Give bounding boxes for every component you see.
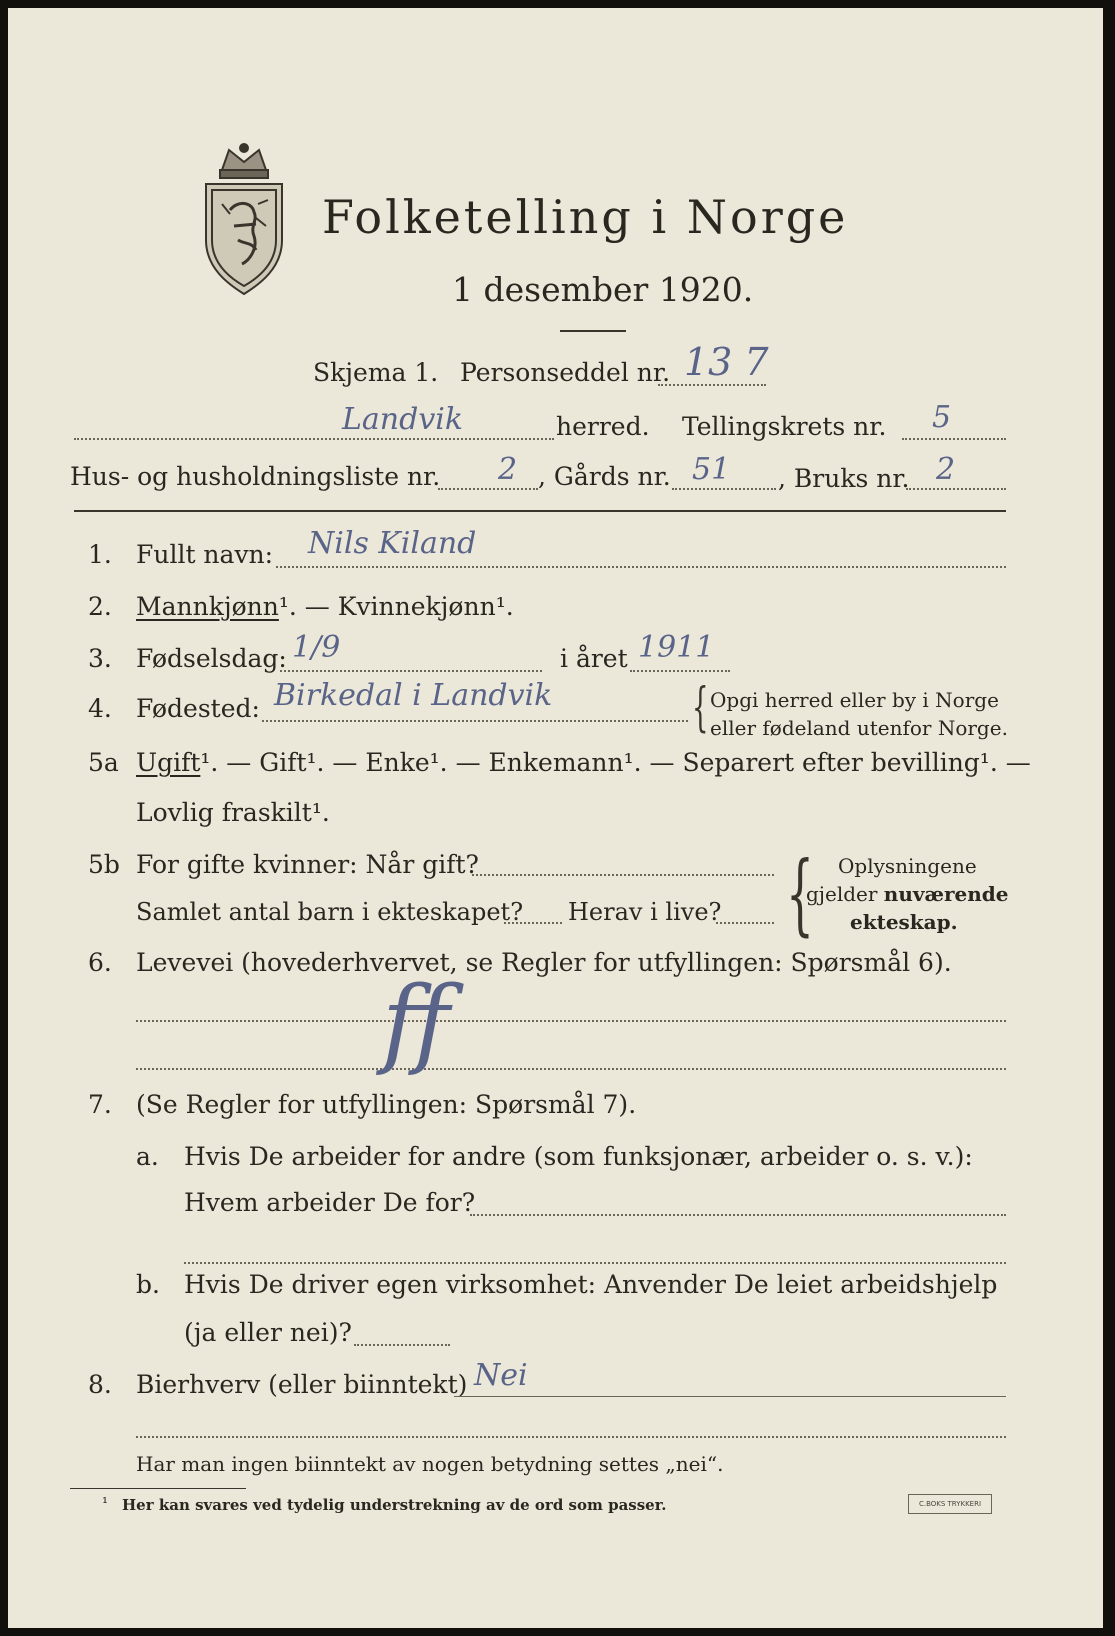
q5b-note-gjelder: gjelder (806, 882, 884, 906)
q5b-brace: { (786, 842, 814, 945)
gards-line (672, 488, 776, 490)
bruks-label: , Bruks nr. (778, 464, 910, 493)
q7b-line2: (ja eller nei)? (184, 1318, 352, 1347)
hus-value: 2 (498, 452, 518, 487)
header-divider (74, 510, 1006, 512)
q2-female-option: Kvinnekjønn (337, 592, 496, 621)
q5b-alive-line (716, 922, 774, 924)
q1-number: 1. (88, 540, 112, 569)
q8-value: Nei (474, 1358, 528, 1393)
title-divider (560, 330, 626, 332)
bruks-line (906, 488, 1006, 490)
q6-value: ff (382, 966, 451, 1078)
extra-line (136, 1436, 1006, 1438)
q6-line1 (136, 1020, 1006, 1022)
tellingskrets-value: 5 (932, 400, 952, 435)
herred-label: herred. (556, 412, 650, 441)
footer-note: Har man ingen biinntekt av nogen betydning settes „nei“. (136, 1452, 724, 1476)
form-title: Folketelling i Norge (322, 190, 849, 244)
hus-label: Hus- og husholdningsliste nr. (70, 462, 441, 491)
q4-value: Birkedal i Landvik (274, 678, 553, 713)
q2-number: 2. (88, 592, 112, 621)
schema-label: Skjema 1. (313, 358, 439, 387)
q4-line (262, 720, 688, 722)
q7a-employer-line (470, 1214, 1006, 1216)
q4-brace: { (692, 678, 709, 738)
q1-value: Nils Kiland (308, 526, 477, 561)
q8-line (454, 1396, 1006, 1397)
q5b-note-line3: ekteskap. (850, 910, 958, 934)
census-form-page (8, 8, 1103, 1628)
q7a-letter: a. (136, 1142, 159, 1171)
q3-year-line (630, 670, 730, 672)
footer-rule (70, 1488, 246, 1489)
q5a-line2: Lovlig fraskilt¹. (136, 798, 330, 827)
form-date: 1 desember 1920. (452, 270, 754, 309)
q2-male-option: Mannkjønn (136, 592, 279, 621)
q3-number: 3. (88, 644, 112, 673)
q5b-note-line2 (806, 882, 1009, 906)
footnote-text: Her kan svares ved tydelig understrekning av de ord som passer. (122, 1496, 667, 1514)
q7-number: 7. (88, 1090, 112, 1119)
q3-year-label: i året (560, 644, 628, 673)
q5b-alive-label: Herav i live? (568, 898, 722, 926)
q5b-children-line (504, 922, 562, 924)
hus-line (438, 488, 538, 490)
q4-label: Fødested: (136, 694, 260, 723)
q3-day-value: 1/9 (292, 630, 341, 665)
q8-label: Bierhverv (eller biinntekt) (136, 1370, 468, 1399)
q7a-line1: Hvis De arbeider for andre (som funksjonær, arbeider o. s. v.): (184, 1142, 973, 1171)
q5a-options (136, 748, 1031, 777)
q7b-answer-line (354, 1344, 450, 1346)
tellingskrets-line (902, 438, 1006, 440)
q7a-line2: Hvem arbeider De for? (184, 1188, 476, 1217)
personseddel-label: Personseddel nr. (460, 358, 671, 387)
personseddel-line (658, 384, 766, 386)
gards-value: 51 (692, 452, 731, 487)
q4-note-line2: eller fødeland utenfor Norge. (710, 716, 1008, 740)
q8-number: 8. (88, 1370, 112, 1399)
q2-gender (136, 592, 514, 621)
q2-end: ¹. (495, 592, 514, 621)
q3-year-value: 1911 (638, 630, 715, 665)
bruks-value: 2 (936, 452, 956, 487)
q7b-line1: Hvis De driver egen virksomhet: Anvender De leiet arbeidshjelp (184, 1270, 998, 1299)
q7a-extra-line (184, 1262, 1006, 1264)
q6-label: Levevei (hovederhvervet, se Regler for utfyllingen: Spørsmål 6). (136, 948, 952, 977)
printer-stamp (908, 1494, 992, 1514)
q5b-line1: For gifte kvinner: Når gift? (136, 850, 479, 879)
q6-number: 6. (88, 948, 112, 977)
printer-stamp-text: C.BOKS TRYKKERI (918, 1500, 982, 1508)
q5b-number: 5b (88, 850, 120, 879)
q5a-number: 5a (88, 748, 119, 777)
footnote-mark: ¹ (102, 1494, 109, 1512)
gards-label: , Gårds nr. (538, 462, 671, 491)
q1-label: Fullt navn: (136, 540, 274, 569)
q5b-married-line (472, 874, 774, 876)
q3-label: Fødselsdag: (136, 644, 287, 673)
q2-separator: ¹. — (278, 592, 338, 621)
tellingskrets-label: Tellingskrets nr. (682, 412, 887, 441)
q5a-ugift-option: Ugift (136, 748, 201, 777)
q4-number: 4. (88, 694, 112, 723)
q1-line (276, 566, 1006, 568)
q5a-other-options: ¹. — Gift¹. — Enke¹. — Enkemann¹. — Separert efter bevilling¹. — (200, 748, 1031, 777)
herred-line (74, 438, 554, 440)
coat-of-arms-icon (194, 140, 294, 298)
q7b-letter: b. (136, 1270, 160, 1299)
q5b-children-label: Samlet antal barn i ekteskapet? (136, 898, 524, 926)
q5b-note-bold: nuværende (883, 882, 1009, 906)
herred-value: Landvik (342, 402, 464, 437)
q7-label: (Se Regler for utfyllingen: Spørsmål 7). (136, 1090, 637, 1119)
q5b-note-line1: Oplysningene (838, 854, 977, 878)
q3-day-line (280, 670, 542, 672)
q6-line2 (136, 1068, 1006, 1070)
q4-note-line1: Opgi herred eller by i Norge (710, 688, 999, 712)
personseddel-value: 13 7 (684, 340, 769, 384)
